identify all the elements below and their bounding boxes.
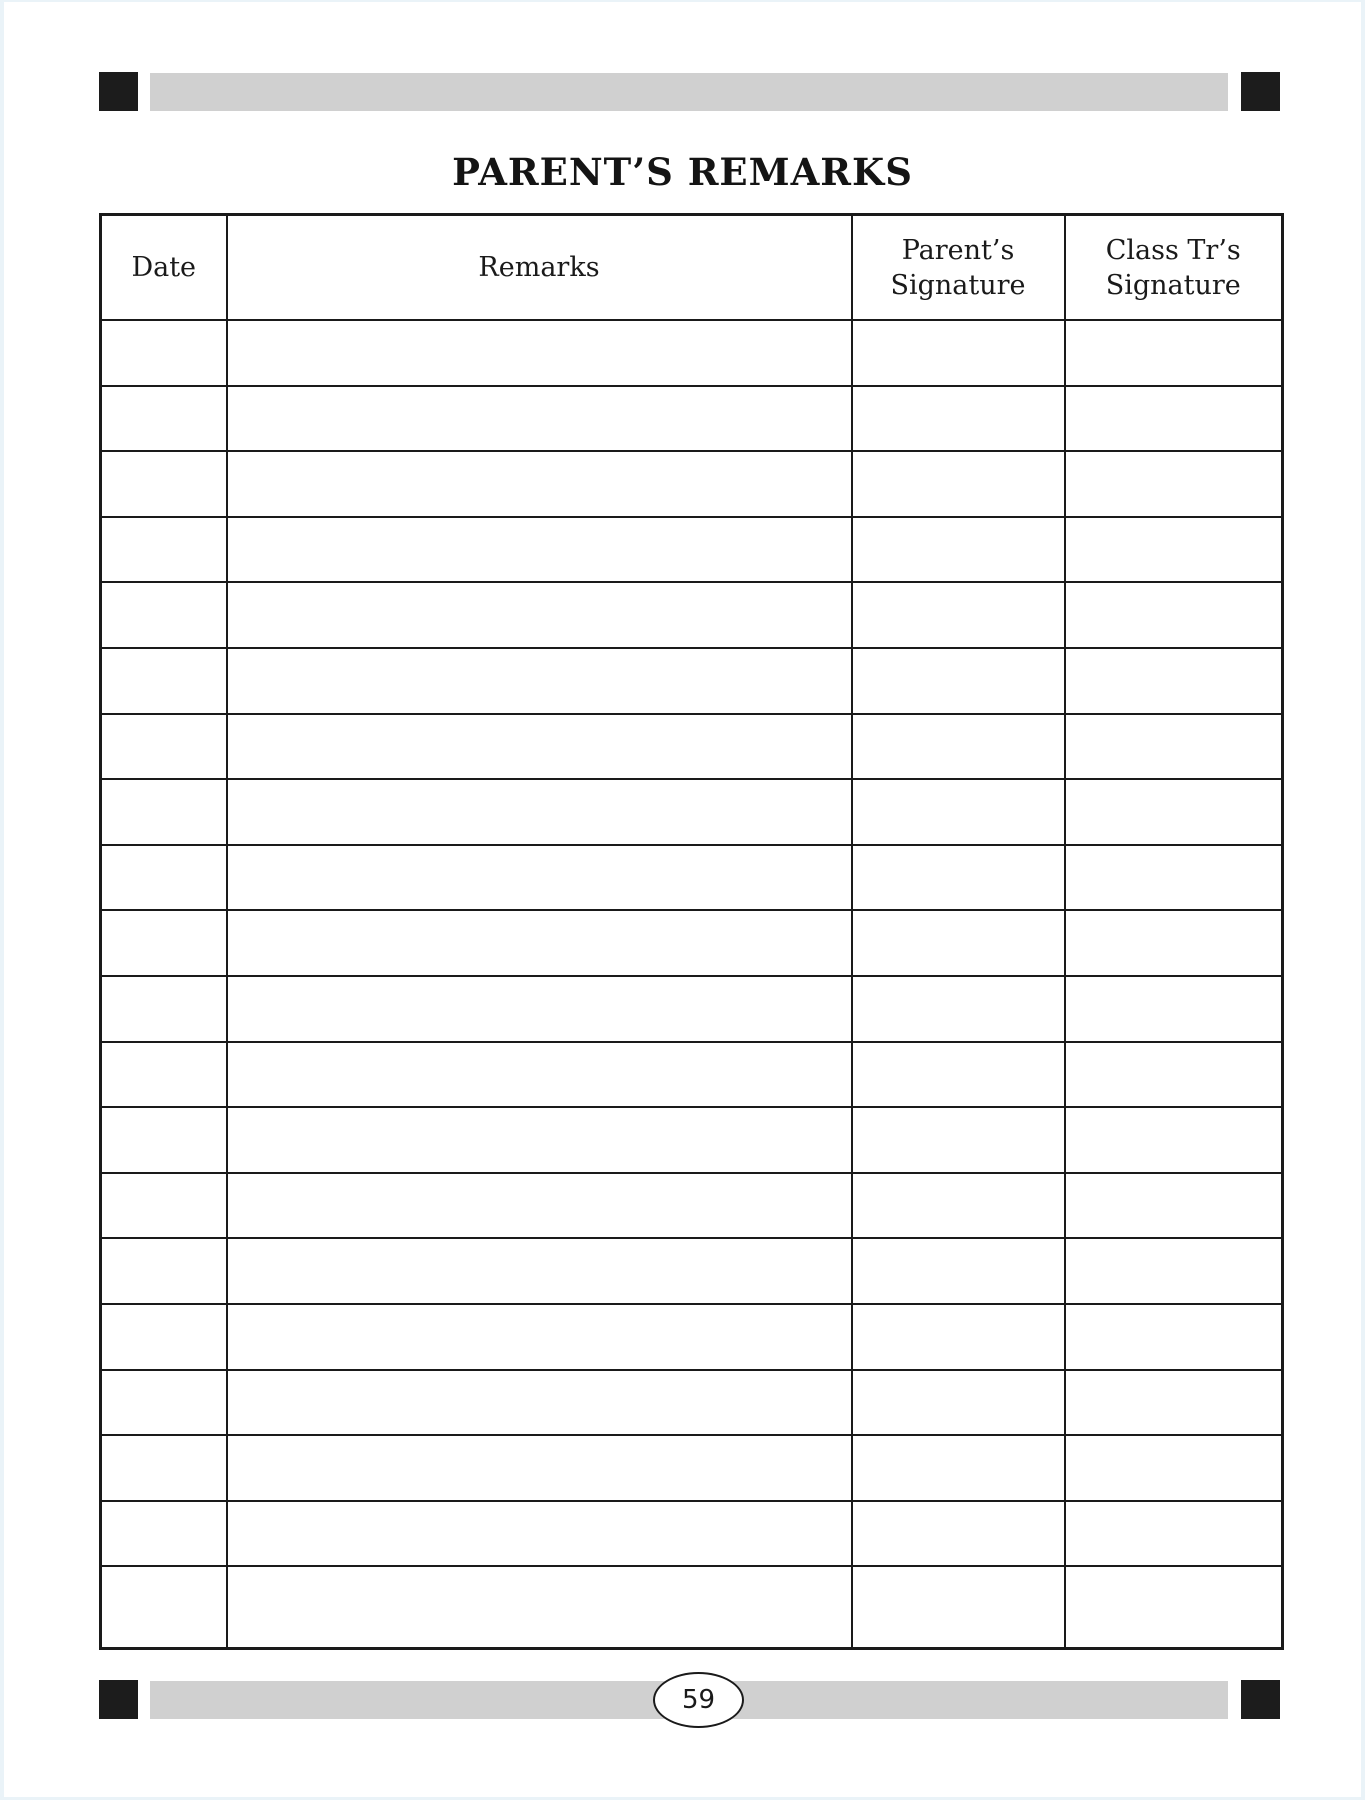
date-cell[interactable] xyxy=(101,648,227,714)
date-cell[interactable] xyxy=(101,320,227,386)
date-cell[interactable] xyxy=(101,910,227,976)
remarks-cell[interactable] xyxy=(227,714,852,780)
date-cell[interactable] xyxy=(101,582,227,648)
remarks-cell[interactable] xyxy=(227,1173,852,1239)
parent-signature-cell[interactable] xyxy=(852,1107,1065,1173)
parent-signature-cell[interactable] xyxy=(852,779,1065,845)
column-header-label: Signature xyxy=(890,269,1026,301)
column-header-label: Class Tr’s xyxy=(1105,234,1241,266)
teacher-signature-cell[interactable] xyxy=(1065,582,1283,648)
top-header-bar xyxy=(150,73,1228,111)
date-cell[interactable] xyxy=(101,451,227,517)
table-row xyxy=(101,517,1283,583)
remarks-cell[interactable] xyxy=(227,1107,852,1173)
column-header-parents-signature xyxy=(852,215,1065,321)
parent-signature-cell[interactable] xyxy=(852,320,1065,386)
teacher-signature-cell[interactable] xyxy=(1065,451,1283,517)
parent-signature-cell[interactable] xyxy=(852,1042,1065,1108)
remarks-table xyxy=(99,213,1284,1650)
date-cell[interactable] xyxy=(101,1566,227,1648)
page-number: 59 xyxy=(681,1685,716,1715)
column-header-date xyxy=(101,215,227,321)
bottom-right-corner-block xyxy=(1241,1680,1280,1719)
parent-signature-cell[interactable] xyxy=(852,451,1065,517)
parent-signature-cell[interactable] xyxy=(852,1304,1065,1370)
table-row xyxy=(101,1435,1283,1501)
date-cell[interactable] xyxy=(101,517,227,583)
teacher-signature-cell[interactable] xyxy=(1065,1173,1283,1239)
remarks-cell[interactable] xyxy=(227,1501,852,1567)
remarks-cell[interactable] xyxy=(227,1042,852,1108)
teacher-signature-cell[interactable] xyxy=(1065,1042,1283,1108)
date-cell[interactable] xyxy=(101,1501,227,1567)
remarks-cell[interactable] xyxy=(227,1370,852,1436)
date-cell[interactable] xyxy=(101,845,227,911)
table-row xyxy=(101,845,1283,911)
table-row xyxy=(101,648,1283,714)
table-row xyxy=(101,386,1283,452)
parent-signature-cell[interactable] xyxy=(852,1566,1065,1648)
teacher-signature-cell[interactable] xyxy=(1065,1107,1283,1173)
parent-signature-cell[interactable] xyxy=(852,714,1065,780)
parent-signature-cell[interactable] xyxy=(852,648,1065,714)
table-row xyxy=(101,451,1283,517)
parent-signature-cell[interactable] xyxy=(852,976,1065,1042)
remarks-cell[interactable] xyxy=(227,517,852,583)
teacher-signature-cell[interactable] xyxy=(1065,714,1283,780)
table-row xyxy=(101,1042,1283,1108)
teacher-signature-cell[interactable] xyxy=(1065,517,1283,583)
parent-signature-cell[interactable] xyxy=(852,1238,1065,1304)
bottom-left-corner-block xyxy=(99,1680,138,1719)
teacher-signature-cell[interactable] xyxy=(1065,1566,1283,1648)
parent-signature-cell[interactable] xyxy=(852,1173,1065,1239)
teacher-signature-cell[interactable] xyxy=(1065,386,1283,452)
teacher-signature-cell[interactable] xyxy=(1065,1501,1283,1567)
column-header-label: Signature xyxy=(1105,269,1241,301)
column-header-label: Remarks xyxy=(478,252,600,283)
table-row xyxy=(101,1566,1283,1648)
table-row xyxy=(101,714,1283,780)
page-title: PARENT’S REMARKS xyxy=(452,150,913,194)
teacher-signature-cell[interactable] xyxy=(1065,779,1283,845)
teacher-signature-cell[interactable] xyxy=(1065,1370,1283,1436)
parent-signature-cell[interactable] xyxy=(852,1435,1065,1501)
column-header-class-teacher-signature xyxy=(1065,215,1283,321)
table-row xyxy=(101,779,1283,845)
table-row xyxy=(101,1501,1283,1567)
top-right-corner-block xyxy=(1241,72,1280,111)
table-row xyxy=(101,1370,1283,1436)
parent-signature-cell[interactable] xyxy=(852,517,1065,583)
date-cell[interactable] xyxy=(101,1370,227,1436)
teacher-signature-cell[interactable] xyxy=(1065,1304,1283,1370)
parent-signature-cell[interactable] xyxy=(852,386,1065,452)
remarks-cell[interactable] xyxy=(227,1435,852,1501)
teacher-signature-cell[interactable] xyxy=(1065,845,1283,911)
date-cell[interactable] xyxy=(101,386,227,452)
table-row xyxy=(101,582,1283,648)
parent-signature-cell[interactable] xyxy=(852,582,1065,648)
teacher-signature-cell[interactable] xyxy=(1065,1435,1283,1501)
date-cell[interactable] xyxy=(101,1435,227,1501)
date-cell[interactable] xyxy=(101,976,227,1042)
date-cell[interactable] xyxy=(101,1042,227,1108)
remarks-cell[interactable] xyxy=(227,1566,852,1648)
page-number-badge xyxy=(653,1672,744,1728)
date-cell[interactable] xyxy=(101,1304,227,1370)
date-cell[interactable] xyxy=(101,779,227,845)
table-row xyxy=(101,976,1283,1042)
remarks-cell[interactable] xyxy=(227,1304,852,1370)
top-left-corner-block xyxy=(99,72,138,111)
remarks-cell[interactable] xyxy=(227,976,852,1042)
remarks-cell[interactable] xyxy=(227,648,852,714)
date-cell[interactable] xyxy=(101,1173,227,1239)
table-row xyxy=(101,1304,1283,1370)
table-row xyxy=(101,1238,1283,1304)
parent-signature-cell[interactable] xyxy=(852,1501,1065,1567)
remarks-cell[interactable] xyxy=(227,582,852,648)
column-header-label: Date xyxy=(131,252,197,283)
remarks-cell[interactable] xyxy=(227,320,852,386)
table-row xyxy=(101,320,1283,386)
parent-signature-cell[interactable] xyxy=(852,845,1065,911)
remarks-cell[interactable] xyxy=(227,845,852,911)
table-row xyxy=(101,1173,1283,1239)
parent-signature-cell[interactable] xyxy=(852,910,1065,976)
teacher-signature-cell[interactable] xyxy=(1065,976,1283,1042)
teacher-signature-cell[interactable] xyxy=(1065,910,1283,976)
date-cell[interactable] xyxy=(101,1107,227,1173)
remarks-cell[interactable] xyxy=(227,779,852,845)
remarks-cell[interactable] xyxy=(227,451,852,517)
parent-signature-cell[interactable] xyxy=(852,1370,1065,1436)
teacher-signature-cell[interactable] xyxy=(1065,320,1283,386)
table-header-row xyxy=(101,215,1283,321)
column-header-remarks xyxy=(227,215,852,321)
date-cell[interactable] xyxy=(101,1238,227,1304)
remarks-cell[interactable] xyxy=(227,386,852,452)
remarks-cell[interactable] xyxy=(227,910,852,976)
column-header-label: Parent’s xyxy=(901,234,1015,266)
remarks-cell[interactable] xyxy=(227,1238,852,1304)
table-row xyxy=(101,910,1283,976)
teacher-signature-cell[interactable] xyxy=(1065,648,1283,714)
date-cell[interactable] xyxy=(101,714,227,780)
teacher-signature-cell[interactable] xyxy=(1065,1238,1283,1304)
table-row xyxy=(101,1107,1283,1173)
table-body xyxy=(101,320,1283,1649)
